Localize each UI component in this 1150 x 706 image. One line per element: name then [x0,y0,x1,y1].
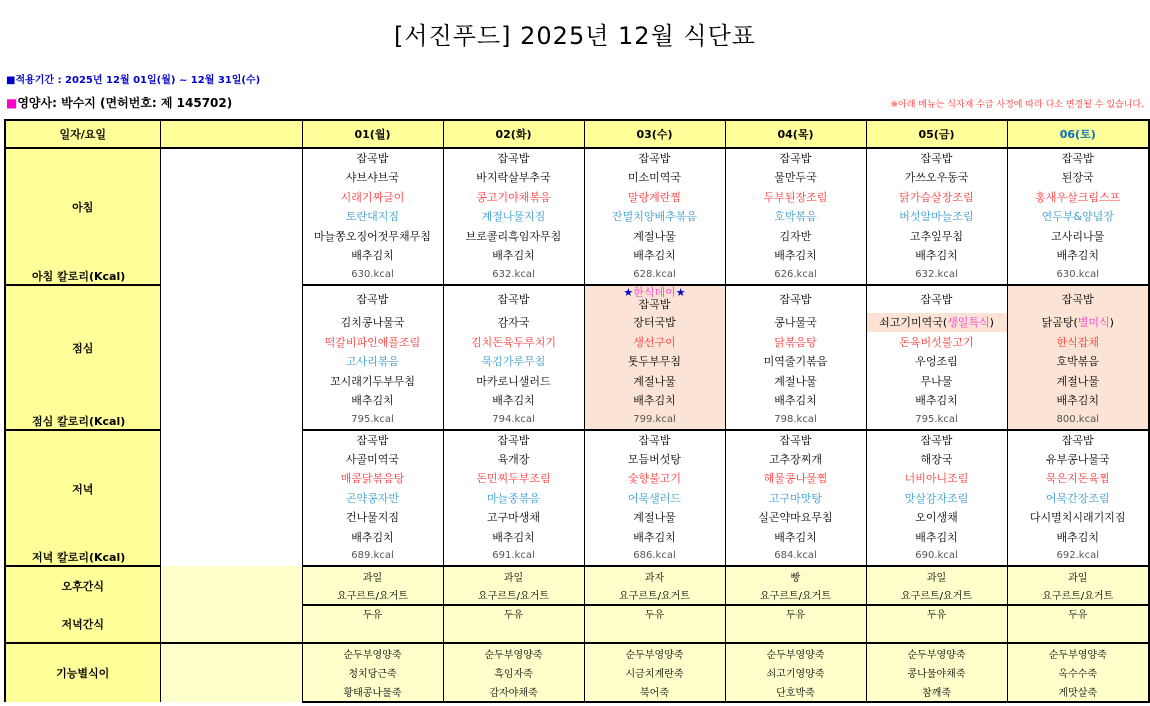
menu-cell: 계절나물 [584,371,725,391]
menu-cell-main: 숯향불고기 [584,469,725,489]
menu-cell-main: 콩고기야채볶음 [443,187,584,207]
menu-cell: 배추김치 [443,246,584,266]
porridge-cell: 참깨죽 [866,682,1007,702]
kcal-cell: 794.kcal [443,410,584,430]
porridge-cell: 청치당근죽 [302,663,443,683]
menu-cell: 배추김치 [302,527,443,547]
snack-cell: 과일 [1007,566,1149,586]
snack-cell: 요구르트/요거트 [584,586,725,606]
menu-cell-side: 토란대지짐 [302,207,443,227]
snack-cell: 두유 [725,605,866,643]
kcal-cell: 630.kcal [302,265,443,285]
menu-cell-main: 떡갈비파인애플조림 [302,332,443,352]
snack-cell: 과일 [302,566,443,586]
menu-cell: 잡곡밥 [302,430,443,450]
menu-table [4,119,1150,703]
kcal-cell: 626.kcal [725,265,866,285]
kcal-cell: 798.kcal [725,410,866,430]
dinner-label: 저녁 [5,430,160,547]
porridge-cell: 게맛살죽 [1007,682,1149,702]
menu-cell: 잡곡밥 [302,285,443,313]
snack-cell: 두유 [1007,605,1149,643]
afternoon-snack-blank [160,566,302,605]
menu-cell: 배추김치 [1007,246,1149,266]
menu-cell: 해장국 [866,449,1007,469]
snack-cell: 요구르트/요거트 [866,586,1007,606]
menu-cell-side: 연두부&양념장 [1007,207,1149,227]
menu-cell: 유부콩나물국 [1007,449,1149,469]
menu-cell-side: 묵김가루무침 [443,352,584,372]
porridge-cell: 콩나물야채죽 [866,663,1007,683]
day-header: 04(목) [725,120,866,148]
porridge-cell: 순두부영양죽 [584,643,725,663]
kcal-cell: 684.kcal [725,547,866,567]
day-header: 01(월) [302,120,443,148]
lunch-label: 점심 [5,285,160,411]
menu-cell: 마카로니샐러드 [443,371,584,391]
porridge-cell: 순두부영양죽 [1007,643,1149,663]
menu-cell: 배추김치 [1007,527,1149,547]
snack-cell: 과자 [584,566,725,586]
menu-cell: 미소미역국 [584,168,725,188]
menu-cell: 고구마생채 [443,508,584,528]
header-blank [160,120,302,148]
kcal-cell: 692.kcal [1007,547,1149,567]
menu-cell-side: 곤약콩자반 [302,488,443,508]
porridge-cell: 흑임자죽 [443,663,584,683]
snack-cell: 빵 [725,566,866,586]
porridge-cell: 시금치계란죽 [584,663,725,683]
menu-cell: 다시멸치시래기지짐 [1007,508,1149,528]
kcal-cell: 632.kcal [443,265,584,285]
menu-cell: 배추김치 [725,391,866,411]
menu-cell-side: 계절나물지짐 [443,207,584,227]
menu-cell: 잡곡밥 [302,148,443,168]
breakfast-blank [160,148,302,285]
kcal-cell: 628.kcal [584,265,725,285]
kcal-cell: 800.kcal [1007,410,1149,430]
menu-cell: 콩나물국 [725,313,866,333]
menu-cell-special [1007,313,1149,333]
porridge-cell: 순두부영양죽 [302,643,443,663]
menu-cell: 배추김치 [443,527,584,547]
snack-cell: 요구르트/요거트 [443,586,584,606]
menu-cell: 배추김치 [302,246,443,266]
breakfast-kcal-label: 아침 칼로리(Kcal) [5,265,160,285]
evening-snack-label: 저녁간식 [5,605,160,643]
nutritionist-text: 영양사: 박수지 (면허번호: 제 145702) [17,96,233,110]
menu-cell: 계절나물 [1007,371,1149,391]
menu-cell: 김자반 [725,226,866,246]
special-dish-tag: 별미식 [1077,316,1110,330]
menu-cell: 배추김치 [866,527,1007,547]
day-header: 03(수) [584,120,725,148]
snack-cell: 과일 [443,566,584,586]
menu-cell-side: 버섯알마늘조림 [866,207,1007,227]
menu-cell-main: 말랑계란찜 [584,187,725,207]
birthday-special-tag: 생일특식 [947,316,990,330]
menu-text: 닭곰탕( [1041,316,1078,330]
breakfast-row [5,148,1149,168]
menu-cell-side: 어묵샐러드 [584,488,725,508]
menu-cell: 배추김치 [866,246,1007,266]
menu-cell-side: 잔멸치양배추볶음 [584,207,725,227]
menu-cell: 잡곡밥 [866,148,1007,168]
snack-cell: 과일 [866,566,1007,586]
menu-cell-side: 미역줄기볶음 [725,352,866,372]
menu-cell: 배추김치 [584,246,725,266]
menu-cell: 꼬시래기두부무침 [302,371,443,391]
menu-cell-main: 시래기짜글이 [302,187,443,207]
menu-cell: 배추김치 [725,246,866,266]
menu-cell: 실곤약마요무침 [725,508,866,528]
special-diet-row [5,643,1149,663]
porridge-cell: 쇠고기영양죽 [725,663,866,683]
kcal-cell: 632.kcal [866,265,1007,285]
afternoon-snack-row [5,566,1149,586]
snack-cell: 두유 [866,605,1007,643]
menu-cell-main: 홍새우살크림스프 [1007,187,1149,207]
dinner-row [5,430,1149,450]
snack-cell: 요구르트/요거트 [302,586,443,606]
day-header: 02(화) [443,120,584,148]
menu-cell-main: 김치돈육두루치기 [443,332,584,352]
dinner-blank [160,430,302,567]
menu-text: 쇠고기미역국( [879,316,948,330]
menu-cell: 계절나물 [584,508,725,528]
header-label: 일자/요일 [5,120,160,148]
menu-cell-main: 한식잡채 [1007,332,1149,352]
menu-cell-main: 생선구이 [584,332,725,352]
kcal-cell: 799.kcal [584,410,725,430]
dinner-kcal-label: 저녁 칼로리(Kcal) [5,547,160,567]
menu-cell: 마늘쫑오징어젓무채무침 [302,226,443,246]
menu-cell-side: 고사리볶음 [302,352,443,372]
day-header: 05(금) [866,120,1007,148]
menu-cell: 사골미역국 [302,449,443,469]
header-row [5,120,1149,148]
evening-snack-row [5,605,1149,643]
porridge-cell: 감자야채죽 [443,682,584,702]
lunch-kcal-label: 점심 칼로리(Kcal) [5,410,160,430]
menu-cell: 장터국밥 [584,313,725,333]
menu-cell: 물만두국 [725,168,866,188]
menu-cell-side: 마늘종볶음 [443,488,584,508]
star-icon: ★ [623,286,634,299]
menu-cell: 감자국 [443,313,584,333]
pink-square-mark: ■ [6,96,18,110]
kcal-cell: 686.kcal [584,547,725,567]
close-paren: ) [989,316,994,330]
menu-cell: 잡곡밥 [725,285,866,313]
menu-cell: 건나물지짐 [302,508,443,528]
menu-cell: 계절나물 [725,371,866,391]
menu-cell: 김치콩나물국 [302,313,443,333]
menu-cell-main: 너비아니조림 [866,469,1007,489]
porridge-cell: 북어죽 [584,682,725,702]
menu-cell: 가쓰오우동국 [866,168,1007,188]
menu-cell-main: 닭볶음탕 [725,332,866,352]
menu-text: 잡곡밥 [638,298,671,311]
menu-cell: 오이생채 [866,508,1007,528]
menu-cell-side: 어묵간장조림 [1007,488,1149,508]
menu-cell: 무나물 [866,371,1007,391]
snack-cell: 두유 [302,605,443,643]
menu-cell-birthday [866,313,1007,333]
kcal-cell: 690.kcal [866,547,1007,567]
menu-cell: 배추김치 [443,391,584,411]
close-paren: ) [1109,316,1114,330]
menu-cell: 브로콜리흑임자무침 [443,226,584,246]
menu-cell-side: 우엉조림 [866,352,1007,372]
menu-cell-main: 두부된장조림 [725,187,866,207]
breakfast-label: 아침 [5,148,160,265]
menu-cell-side: 고구마맛탕 [725,488,866,508]
menu-cell-side: 톳두부무침 [584,352,725,372]
lunch-blank [160,285,302,430]
kcal-cell: 691.kcal [443,547,584,567]
day-header-saturday: 06(토) [1007,120,1149,148]
menu-cell: 잡곡밥 [866,285,1007,313]
lunch-row [5,285,1149,313]
menu-cell-side: 호박볶음 [725,207,866,227]
porridge-cell: 단호박죽 [725,682,866,702]
porridge-cell: 순두부영양죽 [443,643,584,663]
menu-cell: 모듬버섯탕 [584,449,725,469]
menu-cell: 잡곡밥 [725,148,866,168]
evening-snack-blank [160,605,302,643]
menu-cell-main: 해물콩나물찜 [725,469,866,489]
snack-cell: 두유 [584,605,725,643]
menu-cell: 잡곡밥 [866,430,1007,450]
menu-cell: 잡곡밥 [725,430,866,450]
korean-day-text: 한식데이 [633,286,676,299]
nutritionist-info [6,94,232,111]
porridge-cell: 황태콩나물죽 [302,682,443,702]
special-diet-label: 기능별식이 [5,643,160,702]
menu-cell: 배추김치 [584,527,725,547]
special-diet-blank [160,643,302,702]
menu-cell: 잡곡밥 [1007,148,1149,168]
kcal-cell: 689.kcal [302,547,443,567]
menu-cell: 계절나물 [584,226,725,246]
porridge-cell: 순두부영양죽 [725,643,866,663]
menu-cell: 잡곡밥 [584,430,725,450]
menu-cell: 고추장찌개 [725,449,866,469]
porridge-cell: 옥수수죽 [1007,663,1149,683]
menu-cell-side: 맛살감자조림 [866,488,1007,508]
kcal-cell: 795.kcal [302,410,443,430]
menu-cell: 잡곡밥 [443,285,584,313]
menu-cell: 배추김치 [302,391,443,411]
menu-cell: 배추김치 [584,391,725,411]
menu-cell-main: 닭가슴살장조림 [866,187,1007,207]
menu-cell: 바지락살부추국 [443,168,584,188]
menu-cell: 배추김치 [725,527,866,547]
page-title: [서진푸드] 2025년 12월 식단표 [394,22,756,50]
menu-cell-main: 매콤닭볶음탕 [302,469,443,489]
change-notice: ※아래 메뉴는 식자재 수급 사정에 따라 다소 변경될 수 있습니다. [890,100,1144,110]
menu-cell: 잡곡밥 [443,148,584,168]
menu-cell: 육개장 [443,449,584,469]
menu-cell-main: 돈민찌두부조림 [443,469,584,489]
menu-cell: 잡곡밥 [1007,430,1149,450]
kcal-cell: 795.kcal [866,410,1007,430]
apply-period: ■적용기간 : 2025년 12월 01일(월) ~ 12월 31일(수) [6,75,261,86]
afternoon-snack-label: 오후간식 [5,566,160,605]
menu-cell: 배추김치 [1007,391,1149,411]
menu-cell: 잡곡밥 [584,148,725,168]
menu-cell: 배추김치 [866,391,1007,411]
menu-cell: 고추잎무침 [866,226,1007,246]
menu-cell: 샤브샤브국 [302,168,443,188]
kcal-cell: 630.kcal [1007,265,1149,285]
menu-cell-main: 돈육버섯불고기 [866,332,1007,352]
menu-cell-side: 호박볶음 [1007,352,1149,372]
menu-cell-korean-day [584,285,725,313]
snack-cell: 요구르트/요거트 [1007,586,1149,606]
menu-cell: 된장국 [1007,168,1149,188]
porridge-cell: 순두부영양죽 [866,643,1007,663]
star-icon: ★ [675,286,686,299]
menu-cell: 잡곡밥 [443,430,584,450]
menu-cell-main: 묵은지돈육찜 [1007,469,1149,489]
menu-cell: 잡곡밥 [1007,285,1149,313]
menu-cell: 고사리나물 [1007,226,1149,246]
snack-cell: 요구르트/요거트 [725,586,866,606]
snack-cell: 두유 [443,605,584,643]
